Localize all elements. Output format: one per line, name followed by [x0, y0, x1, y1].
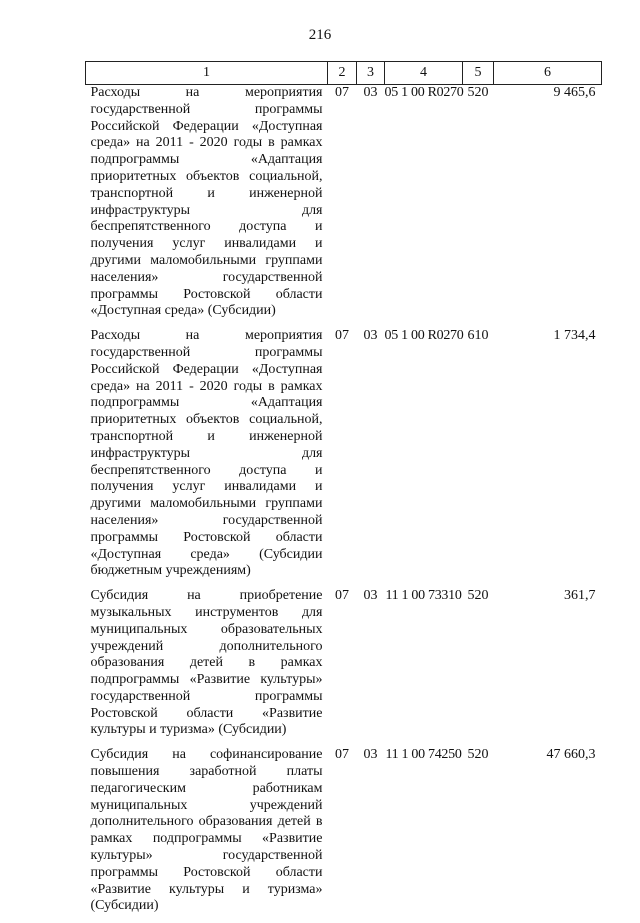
- row-section: 07: [328, 328, 357, 588]
- table-row: [86, 747, 602, 923]
- row-target-code: 05 1 00 R0270: [385, 85, 463, 329]
- row-target-code: 11 1 00 73310: [385, 588, 463, 747]
- header-col-2: 2: [328, 62, 357, 85]
- row-section: 07: [328, 85, 357, 329]
- row-amount: 1 734,4: [494, 328, 602, 588]
- table-row: [86, 85, 602, 329]
- row-amount: 47 660,3: [494, 747, 602, 923]
- row-subsection: 03: [357, 588, 385, 747]
- row-subsection: 03: [357, 85, 385, 329]
- row-amount: 361,7: [494, 588, 602, 747]
- row-description: Субсидия на софинансирование повышения заработной платы педагогическим работникам муниципальных учреждений дополнительного образования детей в рамках подпрограммы «Развитие культуры» государственной программы Ростовской области «Развитие культуры и туризма» (Субсидии): [86, 747, 328, 923]
- row-section: 07: [328, 588, 357, 747]
- header-col-4: 4: [385, 62, 463, 85]
- row-subsection: 03: [357, 747, 385, 923]
- header-col-1: 1: [86, 62, 328, 85]
- row-amount: 9 465,6: [494, 85, 602, 329]
- row-target-code: 11 1 00 74250: [385, 747, 463, 923]
- table-body: [86, 85, 602, 923]
- row-expense-type: 610: [463, 328, 494, 588]
- row-expense-type: 520: [463, 588, 494, 747]
- row-target-code: 05 1 00 R0270: [385, 328, 463, 588]
- row-expense-type: 520: [463, 747, 494, 923]
- row-section: 07: [328, 747, 357, 923]
- table-row: [86, 328, 602, 588]
- row-description: Расходы на мероприятия государственной программы Российской Федерации «Доступная среда» на 2011 - 2020 годы в рамках подпрограммы «Адаптация приоритетных объектов социальной, транспортной и инженерной инфраструктуры для беспрепятственного доступа и получения услуг инвалидами и другими маломобильными группами населения» государственной программы Ростовской области «Доступная среда» (Субсидии): [86, 85, 328, 329]
- row-subsection: 03: [357, 328, 385, 588]
- header-col-6: 6: [494, 62, 602, 85]
- budget-table: [85, 61, 602, 923]
- table-header: [86, 62, 602, 85]
- header-col-5: 5: [463, 62, 494, 85]
- row-expense-type: 520: [463, 85, 494, 329]
- header-row: [86, 62, 602, 85]
- page-number: 216: [0, 27, 640, 44]
- header-col-3: 3: [357, 62, 385, 85]
- row-description: Расходы на мероприятия государственной программы Российской Федерации «Доступная среда» на 2011 - 2020 годы в рамках подпрограммы «Адаптация приоритетных объектов социальной, транспортной и инженерной инфраструктуры для беспрепятственного доступа и получения услуг инвалидами и другими маломобильными группами населения» государственной программы Ростовской области «Доступная среда» (Субсидии бюджетным учреждениям): [86, 328, 328, 588]
- table-row: [86, 588, 602, 747]
- row-description: Субсидия на приобретение музыкальных инструментов для муниципальных образовательных учреждений дополнительного образования детей в рамках подпрограммы «Развитие культуры» государственной программы Ростовской области «Развитие культуры и туризма» (Субсидии): [86, 588, 328, 747]
